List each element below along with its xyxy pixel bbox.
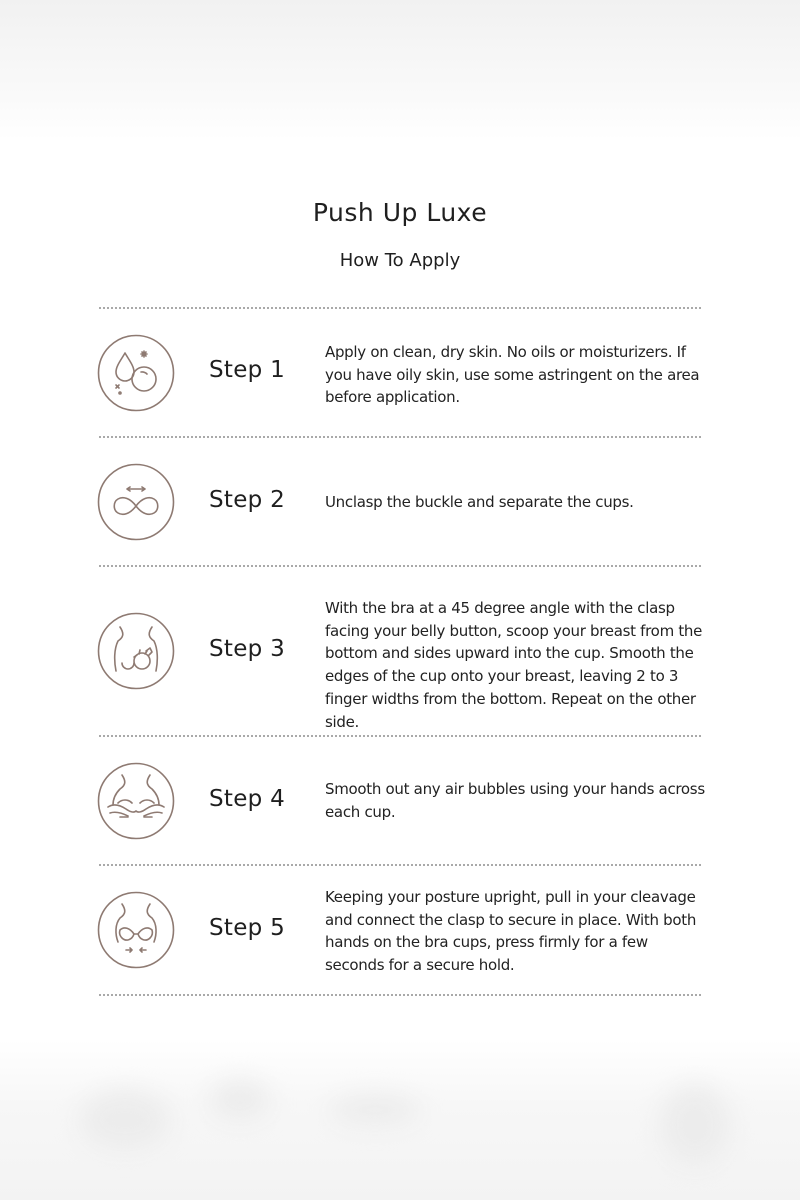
- step-label: Step 3: [209, 636, 286, 662]
- step-label: Step 1: [209, 357, 286, 383]
- clasp-connect-icon: [96, 890, 176, 970]
- divider: [99, 994, 701, 996]
- divider: [99, 565, 701, 567]
- droplet-bubble-icon: [96, 333, 176, 413]
- blurred-bottom-background: [0, 1040, 800, 1200]
- page-subtitle: How To Apply: [339, 250, 461, 271]
- step-instruction: Apply on clean, dry skin. No oils or moisturizers. If you have oily skin, use some astringent on the area before application.: [325, 343, 700, 407]
- step-label: Step 4: [209, 786, 286, 812]
- step-instruction: Unclasp the buckle and separate the cups.: [325, 493, 634, 511]
- smooth-hands-icon: [96, 761, 176, 841]
- divider: [99, 436, 701, 438]
- divider: [99, 864, 701, 866]
- step-instruction: Keeping your posture upright, pull in your cleavage and connect the clasp to secure in place. With both hands on the bra cups, press firmly for a few seconds for a secure hold.: [325, 888, 697, 975]
- divider: [99, 307, 701, 309]
- page-title: Push Up Luxe: [312, 198, 488, 227]
- scoop-breast-icon: [96, 611, 176, 691]
- step-label: Step 5: [209, 915, 286, 941]
- infinity-cups-icon: [96, 462, 176, 542]
- divider: [99, 735, 701, 737]
- step-label: Step 2: [209, 487, 286, 513]
- step-instruction: Smooth out any air bubbles using your hands across each cup.: [325, 780, 705, 821]
- step-instruction: With the bra at a 45 degree angle with the clasp facing your belly button, scoop your breast from the bottom and sides upward into the cup. Smooth the edges of the cup onto your breast, leaving 2 to 3 finger widths from the bottom. Repeat on the other side.: [325, 599, 703, 731]
- blurred-top-background: [0, 0, 800, 140]
